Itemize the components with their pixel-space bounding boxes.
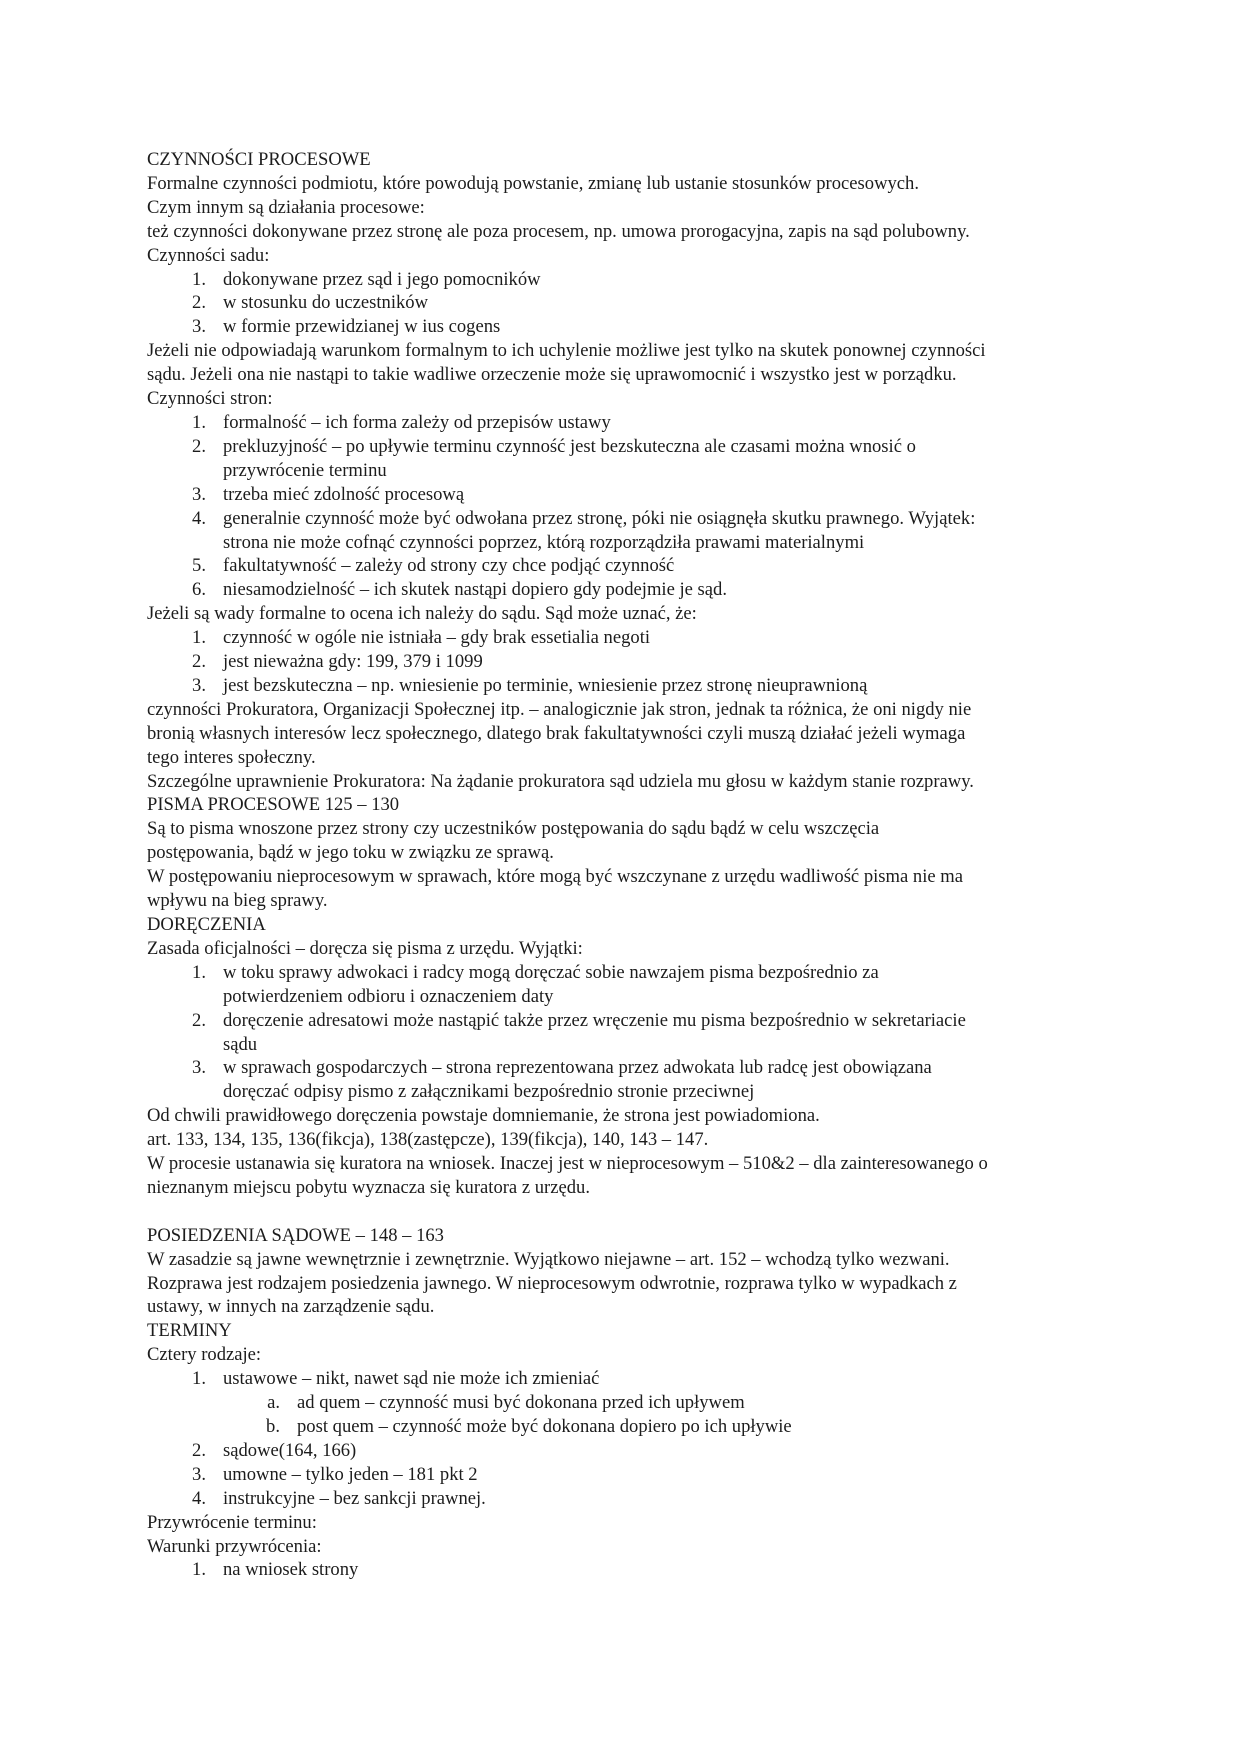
list-text: w sprawach gospodarczych – strona reprezentowana przez adwokata lub radcę jest obowiązana [223,1057,932,1079]
paragraph-line: tego interes społeczny. [147,746,316,768]
sub-list-item [147,1391,1097,1415]
list-text: niesamodzielność – ich skutek nastąpi dopiero gdy podejmie je sąd. [223,579,727,601]
list-number: 3. [192,674,206,696]
list-letter: a. [267,1392,280,1414]
paragraph-line: czynności Prokuratora, Organizacji Społecznej itp. – analogicznie jak stron, jednak ta różnica, że oni nigdy nie [147,698,972,720]
list-text: na wniosek strony [223,1559,359,1581]
list-text: w toku sprawy adwokaci i radcy mogą doręczać sobie nawzajem pisma bezpośrednio za [223,961,879,983]
list-text: post quem – czynność może być dokonana dopiero po ich upływie [297,1416,792,1438]
paragraph-line: Rozprawa jest rodzajem posiedzenia jawnego. W nieprocesowym odwrotnie, rozprawa tylko w wypadkach z [147,1272,957,1294]
paragraph-line: art. 133, 134, 135, 136(fikcja), 138(zastępcze), 139(fikcja), 140, 143 – 147. [147,1129,709,1151]
list-number: 1. [192,411,206,433]
list-item [147,291,1097,315]
section-heading: TERMINY [147,1320,232,1342]
list-item [147,1558,1097,1582]
list-number: 4. [192,1487,206,1509]
list-item [147,961,1097,985]
list-item [147,268,1097,292]
list-item [147,315,1097,339]
paragraph-line: Warunki przywrócenia: [147,1535,322,1557]
list-text: fakultatywność – zależy od strony czy chce podjąć czynność [223,555,675,577]
paragraph-line: sądu. Jeżeli ona nie nastąpi to takie wadliwe orzeczenie może się uprawomocnić i wszystko jest w porządku. [147,364,957,386]
list-number: 1. [192,268,206,290]
list-text: trzeba mieć zdolność procesową [223,483,465,505]
list-item-continuation: strona nie może cofnąć czynności poprzez, którą rozporządziła prawami materialnymi [223,531,865,553]
section-heading: PISMA PROCESOWE 125 – 130 [147,794,400,816]
list-text: sądowe(164, 166) [223,1439,357,1461]
list-text: formalność – ich forma zależy od przepisów ustawy [223,411,611,433]
paragraph-line: ustawy, w innych na zarządzenie sądu. [147,1296,435,1318]
list-number: 3. [192,316,206,338]
paragraph-line: nieznanym miejscu pobytu wyznacza się kuratora z urzędu. [147,1176,590,1198]
paragraph-line: też czynności dokonywane przez stronę ale poza procesem, np. umowa prorogacyjna, zapis na sąd polubowny. [147,220,970,242]
paragraph-line: Cztery rodzaje: [147,1344,262,1366]
list-text: dokonywane przez sąd i jego pomocników [223,268,541,290]
list-text: czynność w ogóle nie istniała – gdy brak essetialia negoti [223,627,651,649]
list-text: jest bezskuteczna – np. wniesienie po terminie, wniesienie przez stronę nieuprawnioną [223,674,868,696]
list-item [147,1463,1097,1487]
paragraph-line: wpływu na bieg sprawy. [147,890,328,912]
list-text: ad quem – czynność musi być dokonana przed ich upływem [297,1392,745,1414]
section-heading: DORĘCZENIA [147,914,266,935]
paragraph-line: Od chwili prawidłowego doręczenia powstaje domniemanie, że strona jest powiadomiona. [147,1105,820,1127]
list-item-continuation: doręczać odpisy pismo z załącznikami bezpośrednio stronie przeciwnej [223,1081,755,1103]
blank-line [147,1200,1097,1224]
list-number: 1. [192,627,206,649]
list-text: generalnie czynność może być odwołana przez stronę, póki nie osiągnęła skutku prawnego. Wyjątek: [223,507,976,529]
list-item [147,1439,1097,1463]
list-item [147,1367,1097,1391]
list-text: ustawowe – nikt, nawet sąd nie może ich zmieniać [223,1368,600,1390]
list-number: 1. [192,1368,206,1390]
list-number: 3. [192,483,206,505]
list-text: instrukcyjne – bez sankcji prawnej. [223,1487,486,1509]
sub-list-item [147,1415,1097,1439]
list-text: umowne – tylko jeden – 181 pkt 2 [223,1463,478,1485]
list-number: 3. [192,1463,206,1485]
list-number: 1. [192,961,206,983]
list-text: doręczenie adresatowi może nastąpić także przez wręczenie mu pisma bezpośrednio w sekretariacie [223,1009,966,1031]
list-number: 2. [192,292,206,314]
section-heading: POSIEDZENIA SĄDOWE – 148 – 163 [147,1224,444,1246]
paragraph-line: Formalne czynności podmiotu, które powodują powstanie, zmianę lub ustanie stosunków procesowych. [147,172,920,194]
list-number: 2. [192,651,206,673]
paragraph-line: Są to pisma wnoszone przez strony czy uczestników postępowania do sądu bądź w celu wszczęcia [147,818,880,840]
list-item-continuation: sądu [223,1033,258,1055]
list-text: jest nieważna gdy: 199, 379 i 1099 [223,651,483,673]
paragraph-line: Zasada oficjalności – doręcza się pisma z urzędu. Wyjątki: [147,937,583,959]
list-item-continuation: przywrócenie terminu [223,459,387,481]
paragraph-line: bronią własnych interesów lecz społecznego, dlatego brak fakultatywności czyli muszą działać jeżeli wymaga [147,722,966,744]
paragraph-line: Jeżeli nie odpowiadają warunkom formalnym to ich uchylenie możliwe jest tylko na skutek ponownej czynności [147,340,986,362]
list-number: 4. [192,507,206,529]
document-page [147,148,1097,1582]
list-item [147,626,1097,650]
paragraph-line: W zasadzie są jawne wewnętrznie i zewnętrznie. Wyjątkowo niejawne – art. 152 – wchodzą tylko wezwani. [147,1248,950,1270]
list-item-continuation: potwierdzeniem odbioru i oznaczeniem daty [223,985,554,1007]
list-item [147,1056,1097,1080]
paragraph-line: W procesie ustanawia się kuratora na wniosek. Inaczej jest w nieprocesowym – 510&2 – dla zainteresowanego o [147,1153,988,1175]
list-item [147,1487,1097,1511]
list-item [147,435,1097,459]
list-number: 2. [192,1439,206,1461]
paragraph-line: Przywrócenie terminu: [147,1511,317,1533]
list-number: 6. [192,579,206,601]
paragraph-line: Szczególne uprawnienie Prokuratora: Na żądanie prokuratora sąd udziela mu głosu w każdym stanie rozprawy. [147,770,974,792]
paragraph-line: Czynności stron: [147,388,273,410]
list-number: 5. [192,555,206,577]
list-letter: b. [266,1416,280,1438]
list-item [147,674,1097,698]
paragraph-line: W postępowaniu nieprocesowym w sprawach, które mogą być wszczynane z urzędu wadliwość pisma nie ma [147,866,963,888]
list-item [147,650,1097,674]
paragraph-line: Czynności sadu: [147,244,270,266]
list-item [147,507,1097,531]
list-number: 2. [192,435,206,457]
list-number: 2. [192,1009,206,1031]
list-number: 3. [192,1057,206,1079]
list-item [147,483,1097,507]
paragraph-line: Czym innym są działania procesowe: [147,196,425,218]
list-text: prekluzyjność – po upływie terminu czynność jest bezskuteczna ale czasami można wnosić o [223,435,916,457]
paragraph-line: Jeżeli są wady formalne to ocena ich należy do sądu. Sąd może uznać, że: [147,603,697,625]
list-text: w formie przewidzianej w ius cogens [223,316,501,338]
list-text: w stosunku do uczestników [223,292,429,314]
list-item [147,554,1097,578]
list-number: 1. [192,1559,206,1581]
list-item [147,578,1097,602]
section-heading: CZYNNOŚCI PROCESOWE [147,149,371,170]
paragraph-line: postępowania, bądź w jego toku w związku ze sprawą. [147,842,554,864]
list-item [147,411,1097,435]
list-item [147,1009,1097,1033]
